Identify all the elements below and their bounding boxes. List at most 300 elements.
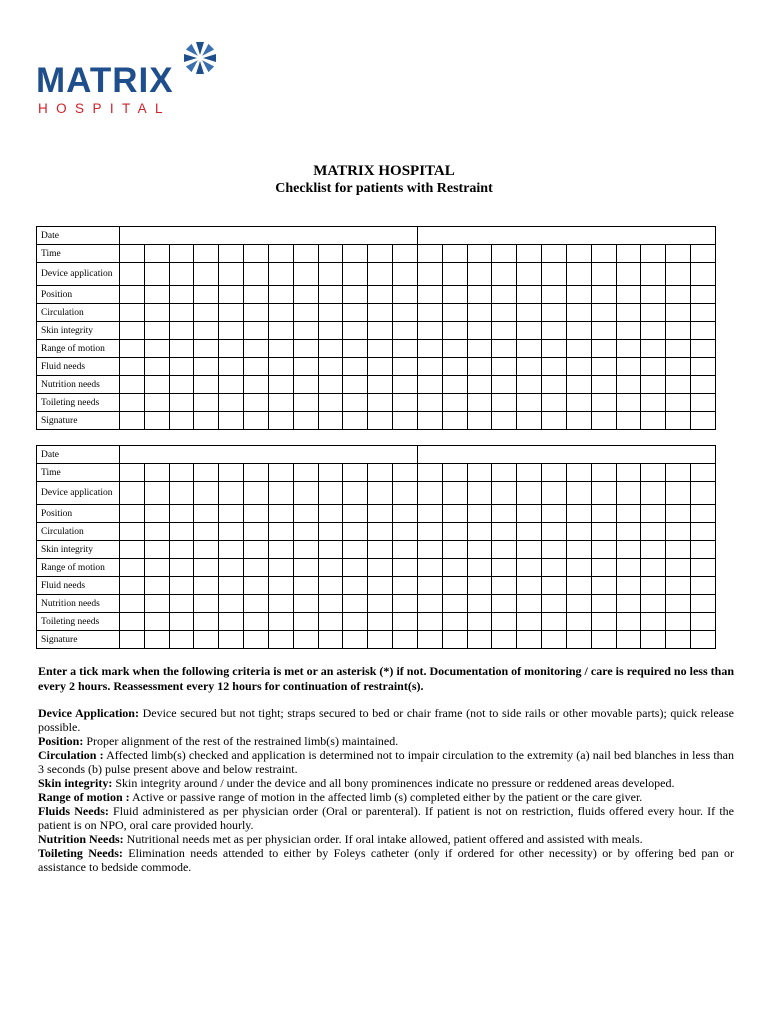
- check-cell[interactable]: [517, 304, 542, 322]
- check-cell[interactable]: [517, 412, 542, 430]
- check-cell[interactable]: [492, 304, 517, 322]
- check-cell[interactable]: [591, 523, 616, 541]
- check-cell[interactable]: [194, 394, 219, 412]
- date-cell[interactable]: [120, 227, 418, 245]
- check-cell[interactable]: [393, 523, 418, 541]
- check-cell[interactable]: [293, 505, 318, 523]
- check-cell[interactable]: [144, 631, 169, 649]
- check-cell[interactable]: [144, 412, 169, 430]
- check-cell[interactable]: [144, 541, 169, 559]
- check-cell[interactable]: [517, 523, 542, 541]
- check-cell[interactable]: [616, 577, 641, 595]
- check-cell[interactable]: [641, 613, 666, 631]
- check-cell[interactable]: [120, 523, 145, 541]
- check-cell[interactable]: [343, 577, 368, 595]
- check-cell[interactable]: [442, 505, 467, 523]
- check-cell[interactable]: [666, 482, 691, 505]
- check-cell[interactable]: [244, 505, 269, 523]
- check-cell[interactable]: [194, 322, 219, 340]
- check-cell[interactable]: [144, 304, 169, 322]
- check-cell[interactable]: [691, 482, 716, 505]
- check-cell[interactable]: [368, 559, 393, 577]
- check-cell[interactable]: [442, 286, 467, 304]
- check-cell[interactable]: [144, 523, 169, 541]
- check-cell[interactable]: [194, 505, 219, 523]
- check-cell[interactable]: [194, 523, 219, 541]
- check-cell[interactable]: [368, 541, 393, 559]
- check-cell[interactable]: [566, 482, 591, 505]
- check-cell[interactable]: [194, 613, 219, 631]
- check-cell[interactable]: [467, 394, 492, 412]
- check-cell[interactable]: [144, 263, 169, 286]
- check-cell[interactable]: [542, 245, 567, 263]
- check-cell[interactable]: [343, 245, 368, 263]
- check-cell[interactable]: [467, 541, 492, 559]
- check-cell[interactable]: [169, 559, 194, 577]
- check-cell[interactable]: [666, 412, 691, 430]
- check-cell[interactable]: [144, 577, 169, 595]
- check-cell[interactable]: [393, 263, 418, 286]
- check-cell[interactable]: [517, 482, 542, 505]
- check-cell[interactable]: [691, 376, 716, 394]
- check-cell[interactable]: [368, 263, 393, 286]
- check-cell[interactable]: [194, 340, 219, 358]
- check-cell[interactable]: [616, 464, 641, 482]
- check-cell[interactable]: [194, 482, 219, 505]
- check-cell[interactable]: [169, 631, 194, 649]
- check-cell[interactable]: [343, 322, 368, 340]
- check-cell[interactable]: [268, 464, 293, 482]
- check-cell[interactable]: [517, 559, 542, 577]
- check-cell[interactable]: [343, 394, 368, 412]
- check-cell[interactable]: [343, 358, 368, 376]
- check-cell[interactable]: [616, 376, 641, 394]
- check-cell[interactable]: [542, 577, 567, 595]
- check-cell[interactable]: [169, 577, 194, 595]
- check-cell[interactable]: [566, 376, 591, 394]
- check-cell[interactable]: [219, 613, 244, 631]
- check-cell[interactable]: [417, 541, 442, 559]
- check-cell[interactable]: [194, 358, 219, 376]
- check-cell[interactable]: [666, 304, 691, 322]
- check-cell[interactable]: [417, 595, 442, 613]
- check-cell[interactable]: [616, 505, 641, 523]
- check-cell[interactable]: [120, 595, 145, 613]
- check-cell[interactable]: [691, 464, 716, 482]
- check-cell[interactable]: [467, 613, 492, 631]
- check-cell[interactable]: [492, 613, 517, 631]
- check-cell[interactable]: [517, 577, 542, 595]
- check-cell[interactable]: [169, 245, 194, 263]
- check-cell[interactable]: [467, 523, 492, 541]
- check-cell[interactable]: [318, 263, 343, 286]
- check-cell[interactable]: [169, 412, 194, 430]
- check-cell[interactable]: [542, 482, 567, 505]
- check-cell[interactable]: [442, 482, 467, 505]
- check-cell[interactable]: [368, 482, 393, 505]
- check-cell[interactable]: [542, 376, 567, 394]
- check-cell[interactable]: [393, 322, 418, 340]
- check-cell[interactable]: [417, 613, 442, 631]
- check-cell[interactable]: [219, 464, 244, 482]
- check-cell[interactable]: [194, 631, 219, 649]
- check-cell[interactable]: [393, 613, 418, 631]
- check-cell[interactable]: [616, 541, 641, 559]
- check-cell[interactable]: [442, 376, 467, 394]
- check-cell[interactable]: [244, 376, 269, 394]
- check-cell[interactable]: [268, 559, 293, 577]
- check-cell[interactable]: [467, 464, 492, 482]
- check-cell[interactable]: [442, 464, 467, 482]
- date-cell[interactable]: [120, 446, 418, 464]
- check-cell[interactable]: [467, 245, 492, 263]
- check-cell[interactable]: [219, 340, 244, 358]
- check-cell[interactable]: [368, 613, 393, 631]
- check-cell[interactable]: [244, 394, 269, 412]
- check-cell[interactable]: [691, 340, 716, 358]
- check-cell[interactable]: [467, 559, 492, 577]
- check-cell[interactable]: [641, 577, 666, 595]
- check-cell[interactable]: [517, 322, 542, 340]
- check-cell[interactable]: [268, 523, 293, 541]
- check-cell[interactable]: [467, 358, 492, 376]
- check-cell[interactable]: [318, 464, 343, 482]
- check-cell[interactable]: [393, 464, 418, 482]
- check-cell[interactable]: [666, 263, 691, 286]
- check-cell[interactable]: [144, 482, 169, 505]
- check-cell[interactable]: [591, 482, 616, 505]
- check-cell[interactable]: [194, 541, 219, 559]
- check-cell[interactable]: [641, 412, 666, 430]
- check-cell[interactable]: [517, 394, 542, 412]
- check-cell[interactable]: [616, 286, 641, 304]
- check-cell[interactable]: [268, 505, 293, 523]
- check-cell[interactable]: [691, 595, 716, 613]
- check-cell[interactable]: [194, 286, 219, 304]
- check-cell[interactable]: [566, 523, 591, 541]
- check-cell[interactable]: [169, 505, 194, 523]
- check-cell[interactable]: [492, 541, 517, 559]
- check-cell[interactable]: [293, 412, 318, 430]
- check-cell[interactable]: [120, 559, 145, 577]
- check-cell[interactable]: [542, 523, 567, 541]
- check-cell[interactable]: [566, 286, 591, 304]
- check-cell[interactable]: [691, 541, 716, 559]
- check-cell[interactable]: [467, 631, 492, 649]
- check-cell[interactable]: [368, 577, 393, 595]
- check-cell[interactable]: [666, 505, 691, 523]
- check-cell[interactable]: [417, 286, 442, 304]
- check-cell[interactable]: [244, 482, 269, 505]
- check-cell[interactable]: [417, 340, 442, 358]
- check-cell[interactable]: [591, 613, 616, 631]
- check-cell[interactable]: [120, 286, 145, 304]
- check-cell[interactable]: [268, 577, 293, 595]
- check-cell[interactable]: [467, 376, 492, 394]
- check-cell[interactable]: [120, 304, 145, 322]
- check-cell[interactable]: [144, 559, 169, 577]
- check-cell[interactable]: [318, 286, 343, 304]
- check-cell[interactable]: [417, 559, 442, 577]
- check-cell[interactable]: [691, 523, 716, 541]
- check-cell[interactable]: [120, 631, 145, 649]
- check-cell[interactable]: [318, 322, 343, 340]
- check-cell[interactable]: [293, 541, 318, 559]
- check-cell[interactable]: [318, 376, 343, 394]
- check-cell[interactable]: [343, 613, 368, 631]
- check-cell[interactable]: [368, 505, 393, 523]
- check-cell[interactable]: [368, 322, 393, 340]
- check-cell[interactable]: [318, 631, 343, 649]
- check-cell[interactable]: [219, 482, 244, 505]
- check-cell[interactable]: [417, 322, 442, 340]
- check-cell[interactable]: [194, 464, 219, 482]
- check-cell[interactable]: [616, 263, 641, 286]
- check-cell[interactable]: [169, 595, 194, 613]
- check-cell[interactable]: [492, 523, 517, 541]
- check-cell[interactable]: [343, 286, 368, 304]
- check-cell[interactable]: [268, 482, 293, 505]
- check-cell[interactable]: [144, 322, 169, 340]
- check-cell[interactable]: [616, 613, 641, 631]
- check-cell[interactable]: [219, 245, 244, 263]
- check-cell[interactable]: [517, 340, 542, 358]
- check-cell[interactable]: [120, 505, 145, 523]
- check-cell[interactable]: [542, 322, 567, 340]
- check-cell[interactable]: [219, 541, 244, 559]
- check-cell[interactable]: [219, 304, 244, 322]
- check-cell[interactable]: [542, 340, 567, 358]
- check-cell[interactable]: [691, 358, 716, 376]
- check-cell[interactable]: [517, 631, 542, 649]
- check-cell[interactable]: [666, 464, 691, 482]
- check-cell[interactable]: [542, 559, 567, 577]
- check-cell[interactable]: [442, 245, 467, 263]
- check-cell[interactable]: [641, 286, 666, 304]
- check-cell[interactable]: [368, 340, 393, 358]
- check-cell[interactable]: [517, 376, 542, 394]
- check-cell[interactable]: [268, 245, 293, 263]
- check-cell[interactable]: [219, 505, 244, 523]
- check-cell[interactable]: [318, 577, 343, 595]
- check-cell[interactable]: [318, 394, 343, 412]
- check-cell[interactable]: [566, 464, 591, 482]
- check-cell[interactable]: [368, 286, 393, 304]
- check-cell[interactable]: [467, 340, 492, 358]
- check-cell[interactable]: [616, 358, 641, 376]
- check-cell[interactable]: [467, 286, 492, 304]
- check-cell[interactable]: [666, 577, 691, 595]
- check-cell[interactable]: [641, 394, 666, 412]
- check-cell[interactable]: [566, 559, 591, 577]
- check-cell[interactable]: [542, 304, 567, 322]
- check-cell[interactable]: [144, 245, 169, 263]
- check-cell[interactable]: [219, 559, 244, 577]
- check-cell[interactable]: [368, 595, 393, 613]
- check-cell[interactable]: [343, 559, 368, 577]
- check-cell[interactable]: [144, 376, 169, 394]
- check-cell[interactable]: [169, 613, 194, 631]
- check-cell[interactable]: [566, 595, 591, 613]
- check-cell[interactable]: [641, 358, 666, 376]
- check-cell[interactable]: [393, 358, 418, 376]
- check-cell[interactable]: [542, 358, 567, 376]
- check-cell[interactable]: [517, 464, 542, 482]
- check-cell[interactable]: [219, 595, 244, 613]
- check-cell[interactable]: [591, 376, 616, 394]
- check-cell[interactable]: [691, 412, 716, 430]
- check-cell[interactable]: [492, 631, 517, 649]
- check-cell[interactable]: [492, 322, 517, 340]
- check-cell[interactable]: [666, 322, 691, 340]
- check-cell[interactable]: [616, 631, 641, 649]
- check-cell[interactable]: [169, 322, 194, 340]
- check-cell[interactable]: [517, 358, 542, 376]
- check-cell[interactable]: [442, 412, 467, 430]
- check-cell[interactable]: [492, 464, 517, 482]
- check-cell[interactable]: [293, 464, 318, 482]
- check-cell[interactable]: [219, 394, 244, 412]
- check-cell[interactable]: [343, 464, 368, 482]
- check-cell[interactable]: [318, 559, 343, 577]
- check-cell[interactable]: [566, 412, 591, 430]
- check-cell[interactable]: [120, 322, 145, 340]
- check-cell[interactable]: [368, 358, 393, 376]
- check-cell[interactable]: [120, 577, 145, 595]
- check-cell[interactable]: [641, 304, 666, 322]
- check-cell[interactable]: [393, 286, 418, 304]
- check-cell[interactable]: [591, 559, 616, 577]
- check-cell[interactable]: [393, 340, 418, 358]
- check-cell[interactable]: [194, 559, 219, 577]
- check-cell[interactable]: [318, 482, 343, 505]
- check-cell[interactable]: [120, 263, 145, 286]
- check-cell[interactable]: [244, 358, 269, 376]
- check-cell[interactable]: [666, 613, 691, 631]
- check-cell[interactable]: [666, 340, 691, 358]
- check-cell[interactable]: [219, 523, 244, 541]
- check-cell[interactable]: [492, 577, 517, 595]
- check-cell[interactable]: [442, 394, 467, 412]
- check-cell[interactable]: [566, 541, 591, 559]
- check-cell[interactable]: [641, 245, 666, 263]
- check-cell[interactable]: [293, 376, 318, 394]
- check-cell[interactable]: [120, 340, 145, 358]
- check-cell[interactable]: [343, 523, 368, 541]
- check-cell[interactable]: [542, 631, 567, 649]
- check-cell[interactable]: [268, 340, 293, 358]
- check-cell[interactable]: [268, 541, 293, 559]
- check-cell[interactable]: [169, 263, 194, 286]
- check-cell[interactable]: [244, 613, 269, 631]
- check-cell[interactable]: [591, 464, 616, 482]
- check-cell[interactable]: [442, 541, 467, 559]
- check-cell[interactable]: [244, 559, 269, 577]
- check-cell[interactable]: [591, 505, 616, 523]
- check-cell[interactable]: [442, 577, 467, 595]
- check-cell[interactable]: [393, 505, 418, 523]
- check-cell[interactable]: [641, 482, 666, 505]
- check-cell[interactable]: [244, 340, 269, 358]
- check-cell[interactable]: [442, 631, 467, 649]
- check-cell[interactable]: [616, 245, 641, 263]
- check-cell[interactable]: [144, 358, 169, 376]
- check-cell[interactable]: [641, 505, 666, 523]
- check-cell[interactable]: [293, 322, 318, 340]
- check-cell[interactable]: [442, 523, 467, 541]
- check-cell[interactable]: [691, 577, 716, 595]
- check-cell[interactable]: [393, 559, 418, 577]
- check-cell[interactable]: [293, 577, 318, 595]
- date-cell[interactable]: [417, 446, 715, 464]
- check-cell[interactable]: [144, 394, 169, 412]
- check-cell[interactable]: [641, 595, 666, 613]
- check-cell[interactable]: [417, 464, 442, 482]
- check-cell[interactable]: [492, 286, 517, 304]
- check-cell[interactable]: [393, 394, 418, 412]
- check-cell[interactable]: [318, 412, 343, 430]
- check-cell[interactable]: [169, 523, 194, 541]
- check-cell[interactable]: [641, 464, 666, 482]
- check-cell[interactable]: [244, 541, 269, 559]
- check-cell[interactable]: [293, 631, 318, 649]
- check-cell[interactable]: [219, 412, 244, 430]
- check-cell[interactable]: [343, 376, 368, 394]
- check-cell[interactable]: [393, 631, 418, 649]
- check-cell[interactable]: [492, 595, 517, 613]
- check-cell[interactable]: [517, 541, 542, 559]
- check-cell[interactable]: [616, 304, 641, 322]
- check-cell[interactable]: [517, 286, 542, 304]
- check-cell[interactable]: [616, 482, 641, 505]
- check-cell[interactable]: [268, 376, 293, 394]
- check-cell[interactable]: [293, 263, 318, 286]
- check-cell[interactable]: [144, 613, 169, 631]
- check-cell[interactable]: [467, 263, 492, 286]
- check-cell[interactable]: [566, 631, 591, 649]
- check-cell[interactable]: [368, 464, 393, 482]
- check-cell[interactable]: [169, 358, 194, 376]
- check-cell[interactable]: [417, 631, 442, 649]
- check-cell[interactable]: [542, 595, 567, 613]
- check-cell[interactable]: [492, 263, 517, 286]
- check-cell[interactable]: [368, 631, 393, 649]
- check-cell[interactable]: [417, 505, 442, 523]
- check-cell[interactable]: [219, 376, 244, 394]
- check-cell[interactable]: [268, 394, 293, 412]
- check-cell[interactable]: [442, 304, 467, 322]
- check-cell[interactable]: [542, 286, 567, 304]
- check-cell[interactable]: [691, 322, 716, 340]
- check-cell[interactable]: [542, 464, 567, 482]
- check-cell[interactable]: [343, 505, 368, 523]
- check-cell[interactable]: [244, 412, 269, 430]
- check-cell[interactable]: [144, 286, 169, 304]
- check-cell[interactable]: [393, 304, 418, 322]
- check-cell[interactable]: [393, 376, 418, 394]
- check-cell[interactable]: [318, 523, 343, 541]
- check-cell[interactable]: [169, 394, 194, 412]
- check-cell[interactable]: [591, 263, 616, 286]
- check-cell[interactable]: [120, 412, 145, 430]
- check-cell[interactable]: [219, 286, 244, 304]
- check-cell[interactable]: [467, 577, 492, 595]
- check-cell[interactable]: [169, 541, 194, 559]
- check-cell[interactable]: [467, 595, 492, 613]
- check-cell[interactable]: [194, 577, 219, 595]
- check-cell[interactable]: [691, 245, 716, 263]
- check-cell[interactable]: [641, 322, 666, 340]
